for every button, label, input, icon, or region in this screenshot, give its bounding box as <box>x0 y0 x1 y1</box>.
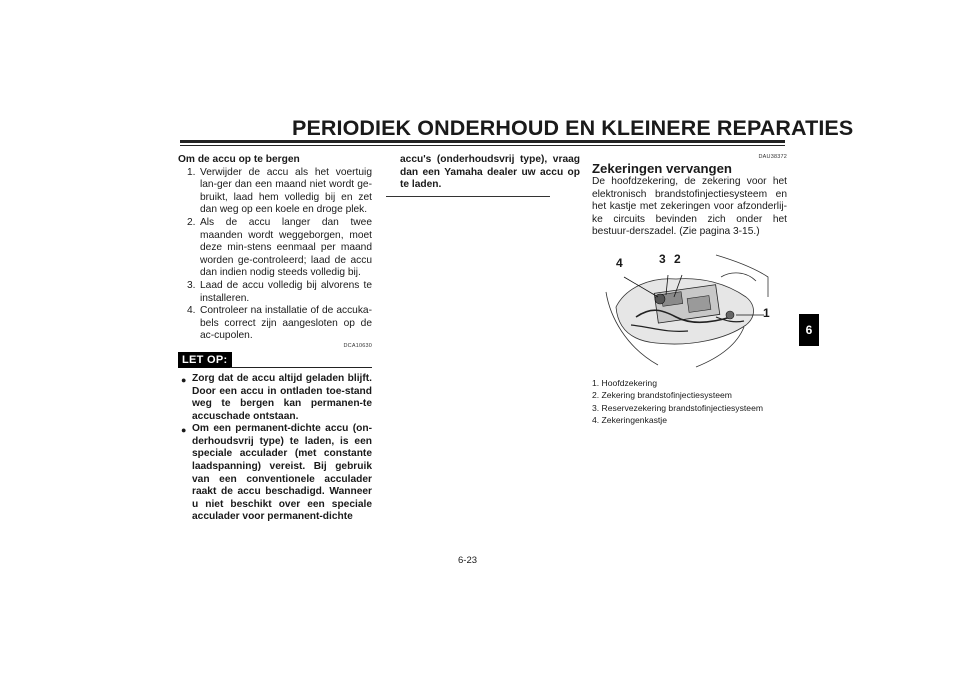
step-number: 2. <box>187 216 196 228</box>
figure-caption: 4. Zekeringenkastje <box>592 415 667 426</box>
notice-header <box>178 352 372 370</box>
callout-1: 1 <box>763 305 770 320</box>
notice-bullet <box>178 423 372 524</box>
callout-2: 2 <box>674 251 681 266</box>
step-text: Verwijder de accu als het voertuig lan-ger dan een maand niet wordt ge-bruikt, laad hem volledig bij en zet dan weg op een koele en droge plek. <box>200 166 372 216</box>
figure-caption: 3. Reservezekering brandstofinjectiesysteem <box>592 402 764 413</box>
page-header-title: PERIODIEK ONDERHOUD EN KLEINERE REPARATIES <box>292 116 854 140</box>
page-number: 6-23 <box>458 555 478 566</box>
chapter-tab: 6 <box>799 314 819 346</box>
notice-code: DCA10630 <box>343 342 372 349</box>
step-number: 4. <box>187 305 196 317</box>
column-2 <box>386 154 580 197</box>
column-1 <box>178 154 372 524</box>
notice-bullet <box>178 373 372 423</box>
storage-step <box>178 305 372 343</box>
header-rule <box>180 140 785 143</box>
notice-continuation: accu's (onderhoudsvrij type), vraag dan een Yamaha dealer uw accu op te laden. <box>400 154 580 191</box>
callout-4: 4 <box>616 255 623 270</box>
storage-step <box>178 167 372 217</box>
section-body: De hoofdzekering, de zekering voor het elektronisch brandstofinjectiesysteem en het kastje met zekeringen voor afzonderlij-ke circuits bevinden zich onder het bestuur-derszadel. (Zie pagina 3-15.) <box>592 176 787 238</box>
fuse-location-figure <box>596 247 776 371</box>
section-title: Zekeringen vervangen <box>592 161 732 176</box>
storage-step <box>178 217 372 280</box>
callout-3: 3 <box>659 251 666 266</box>
step-number: 3. <box>187 279 196 291</box>
bullet-icon: ● <box>181 425 187 436</box>
figure-caption: 2. Zekering brandstofinjectiesysteem <box>592 390 732 401</box>
bullet-icon: ● <box>181 374 187 385</box>
step-text: Controleer na installatie of de accuka-bels correct zijn aangesloten op de ac-cupolen. <box>200 305 372 342</box>
column-3 <box>592 154 787 427</box>
storage-heading: Om de accu op te bergen <box>178 154 300 165</box>
fuse-box-illustration <box>596 247 776 371</box>
step-text: Als de accu langer dan twee maanden wordt weggeborgen, moet deze min-stens eenmaal per maand worden ge-controleerd; laad de accu dan indien nodig steeds volledig bij. <box>200 216 372 279</box>
header-rule-thin <box>180 145 785 146</box>
step-text: Laad de accu volledig bij alvorens te installeren. <box>200 279 372 304</box>
step-number: 1. <box>187 166 196 178</box>
notice-rule <box>230 367 372 368</box>
notice-end-rule <box>386 196 550 197</box>
notice-bullet-text: Om een permanent-dichte accu (on-derhoudsvrij type) te laden, is een speciale acculader (met constante laadspanning) vereist. Bij gebruik van een conventionele acculader raakt de accu beschadigd. Wanneer u niet beschikt over een speciale acculader voor permanent-dichte <box>192 423 372 523</box>
figure-caption: 1. Hoofdzekering <box>592 377 657 388</box>
storage-step <box>178 280 372 305</box>
notice-bullet-text: Zorg dat de accu altijd geladen blijft. Door een accu in ontladen toe-stand weg te bergen kan permanen-te accuschade ontstaan. <box>192 372 372 422</box>
section-code: DAU38372 <box>758 154 787 160</box>
notice-label: LET OP: <box>178 352 232 368</box>
